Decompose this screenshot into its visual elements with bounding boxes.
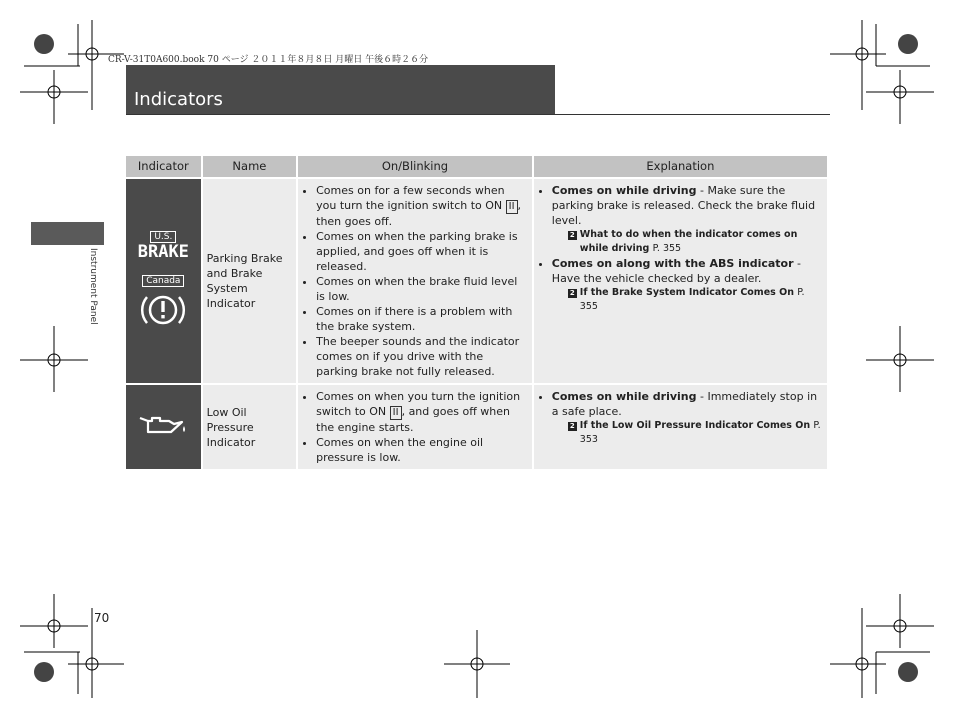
section-tab — [31, 222, 104, 245]
cross-reference-link[interactable]: 2 If the Low Oil Pressure Indicator Comes On P. 353 — [564, 419, 823, 447]
indicator-name: Low Oil Pressure Indicator — [203, 385, 296, 469]
col-header-indicator: Indicator — [126, 156, 201, 177]
indicator-cell — [126, 385, 201, 469]
region-badge-canada: Canada — [142, 275, 184, 287]
list-item: • Comes on if there is a problem with the brake system. — [316, 304, 528, 334]
list-item: • The beeper sounds and the indicator comes on if you drive with the parking brake not fully released. — [316, 334, 528, 379]
list-item: • Comes on when you turn the ignition switch to ON II , and goes off when the engine starts. — [316, 389, 528, 435]
table-row — [126, 179, 827, 383]
brake-warning-icon — [140, 290, 186, 330]
indicator-name: Parking Brake and Brake System Indicator — [203, 179, 296, 383]
reference-arrow-icon: 2 — [568, 231, 577, 240]
list-item: • Comes on while driving - Immediately stop in a safe place. 2 If the Low Oil Pressure Indicator Comes On P. 353 — [552, 389, 823, 447]
col-header-on-blinking: On/Blinking — [298, 156, 532, 177]
ignition-key-badge: II — [390, 406, 402, 420]
title-rule — [126, 114, 830, 115]
reference-arrow-icon: 2 — [568, 289, 577, 298]
col-header-name: Name — [203, 156, 296, 177]
col-header-explanation: Explanation — [534, 156, 827, 177]
list-item: • Comes on when the brake fluid level is low. — [316, 274, 528, 304]
brake-word: BRAKE — [137, 242, 189, 262]
on-blinking-cell — [298, 385, 532, 469]
title-band — [126, 65, 555, 114]
list-item: • Comes on when the engine oil pressure is low. — [316, 435, 528, 465]
oil-can-icon — [138, 412, 188, 438]
indicator-table — [124, 154, 829, 471]
list-item: • Comes on for a few seconds when you turn the ignition switch to ON II , then goes off. — [316, 183, 528, 229]
page-title: Indicators — [134, 89, 223, 110]
page-number: 70 — [94, 611, 110, 625]
list-item: • Comes on when the parking brake is applied, and goes off when it is released. — [316, 229, 528, 274]
explanation-cell — [534, 385, 827, 469]
table-row — [126, 385, 827, 469]
header-note: CR-V-31T0A600.book 70 ページ ２０１１年８月８日 月曜日 午後６時２６分 — [108, 55, 429, 65]
list-item: • Comes on along with the ABS indicator - Have the vehicle checked by a dealer. 2 If the Brake System Indicator Comes On P. 355 — [552, 256, 823, 314]
on-blinking-cell — [298, 179, 532, 383]
list-item: • Comes on while driving - Make sure the parking brake is released. Check the brake fluid level. 2 What to do when the indicator comes on while driving P. 355 — [552, 183, 823, 256]
ignition-key-badge: II — [506, 200, 518, 214]
region-badge-us: U.S. — [150, 231, 176, 243]
reference-arrow-icon: 2 — [568, 422, 577, 431]
indicator-cell — [126, 179, 201, 383]
cross-reference-link[interactable]: 2 If the Brake System Indicator Comes On P. 355 — [564, 286, 823, 314]
cross-reference-link[interactable]: 2 What to do when the indicator comes on while driving P. 355 — [564, 228, 823, 256]
section-label: Instrument Panel — [88, 248, 98, 325]
explanation-cell — [534, 179, 827, 383]
